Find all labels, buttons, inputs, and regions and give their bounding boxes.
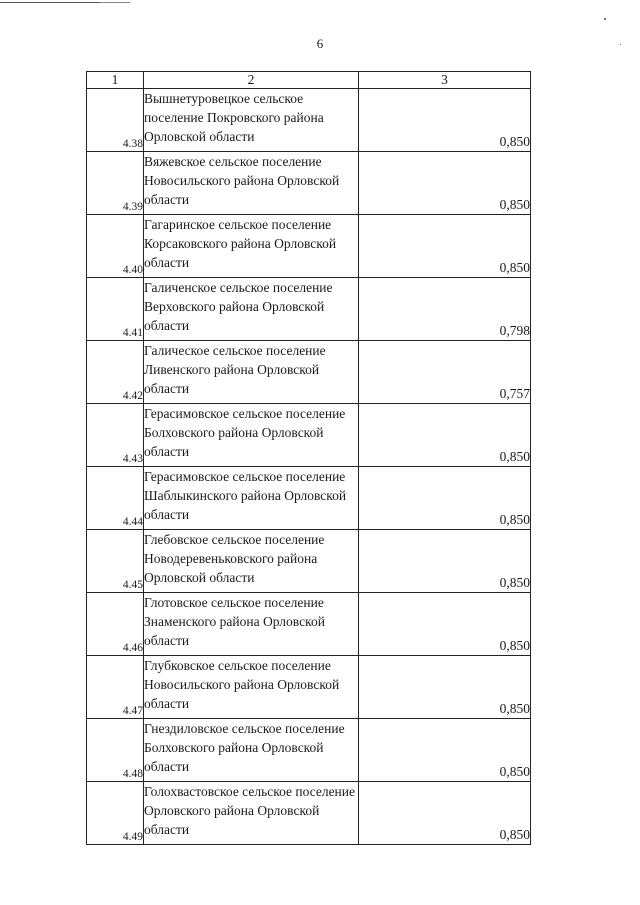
- scan-speck: [604, 18, 606, 20]
- column-header-3: 3: [359, 72, 531, 89]
- row-number: 4.42: [87, 341, 144, 404]
- coefficient-value: 0,850: [359, 89, 531, 152]
- table-row: [87, 215, 531, 278]
- coefficient-value: 0,850: [359, 782, 531, 845]
- table-row: [87, 593, 531, 656]
- column-header-2: 2: [144, 72, 359, 89]
- coefficients-table: [86, 71, 531, 845]
- coefficient-value: 0,798: [359, 278, 531, 341]
- coefficient-value: 0,850: [359, 467, 531, 530]
- page-number: 6: [316, 36, 324, 51]
- table-row: [87, 782, 531, 845]
- settlement-name: Глебовское сельское поселение Новодеревеньковского района Орловской области: [144, 530, 359, 593]
- settlement-name: Вяжевское сельское поселение Новосильского района Орловской области: [144, 152, 359, 215]
- row-number: 4.38: [87, 89, 144, 152]
- coefficient-value: 0,850: [359, 215, 531, 278]
- coefficient-value: 0,850: [359, 530, 531, 593]
- settlement-name: Гагаринское сельское поселение Корсаковского района Орловской области: [144, 215, 359, 278]
- settlement-name: Галическое сельское поселение Ливенского района Орловской области: [144, 341, 359, 404]
- table-row: [87, 278, 531, 341]
- table-row: [87, 341, 531, 404]
- table-row: [87, 719, 531, 782]
- column-header-1: 1: [87, 72, 144, 89]
- settlement-name: Герасимовское сельское поселение Болховского района Орловской области: [144, 404, 359, 467]
- settlement-name: Галиченское сельское поселение Верховского района Орловской области: [144, 278, 359, 341]
- row-number: 4.40: [87, 215, 144, 278]
- settlement-name: Гнездиловское сельское поселение Болховского района Орловской области: [144, 719, 359, 782]
- settlement-name: Вышнетуровецкое сельское поселение Покровского района Орловской области: [144, 89, 359, 152]
- table-row: [87, 467, 531, 530]
- table-row: [87, 404, 531, 467]
- coefficient-value: 0,850: [359, 404, 531, 467]
- scan-edge-line-secondary: [100, 2, 130, 3]
- settlement-name: Голохвастовское сельское поселение Орловского района Орловской области: [144, 782, 359, 845]
- settlement-name: Глубковское сельское поселение Новосильского района Орловской области: [144, 656, 359, 719]
- coefficient-value: 0,757: [359, 341, 531, 404]
- settlement-name: Герасимовское сельское поселение Шаблыкинского района Орловской области: [144, 467, 359, 530]
- row-number: 4.41: [87, 278, 144, 341]
- table-row: [87, 152, 531, 215]
- coefficient-value: 0,850: [359, 656, 531, 719]
- row-number: 4.46: [87, 593, 144, 656]
- table-row: [87, 656, 531, 719]
- table-row: [87, 89, 531, 152]
- coefficient-value: 0,850: [359, 593, 531, 656]
- table-header-row: [87, 72, 531, 89]
- coefficient-value: 0,850: [359, 152, 531, 215]
- row-number: 4.44: [87, 467, 144, 530]
- coefficient-value: 0,850: [359, 719, 531, 782]
- row-number: 4.39: [87, 152, 144, 215]
- row-number: 4.47: [87, 656, 144, 719]
- row-number: 4.45: [87, 530, 144, 593]
- row-number: 4.48: [87, 719, 144, 782]
- row-number: 4.43: [87, 404, 144, 467]
- row-number: 4.49: [87, 782, 144, 845]
- table-row: [87, 530, 531, 593]
- settlement-name: Глотовское сельское поселение Знаменского района Орловской области: [144, 593, 359, 656]
